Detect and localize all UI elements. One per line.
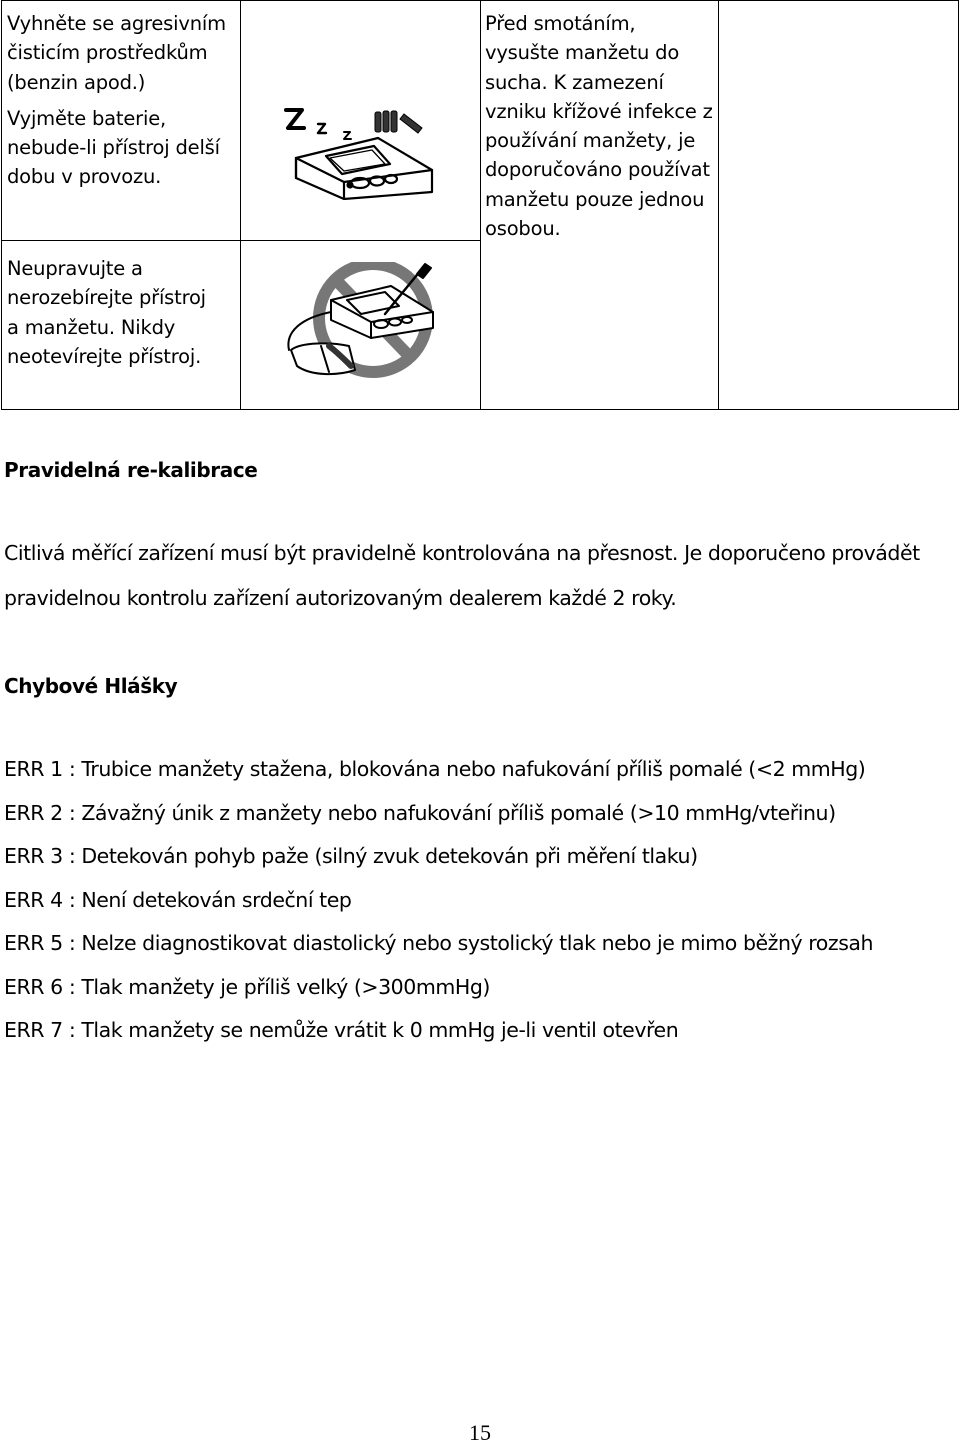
dry-cuff-text: Před smotáním, vysušte manžetu do sucha. K zamezení vzniku křížové infekce z používání manžety, je doporučováno používat manžetu pouze jednou osobou.: [485, 12, 713, 241]
storage-device-icon: [282, 104, 437, 200]
care-cell-dry-cuff-text: [481, 1, 719, 410]
error-item-3: ERR 3 : Detekován pohyb paže (silný zvuk detekován při měření tlaku): [4, 844, 698, 868]
remove-batteries-text: Vyjměte baterie, nebude-li přístroj delší dobu v provozu.: [7, 106, 220, 189]
no-disassembly-icon: [281, 262, 441, 380]
recalibration-line-2: pravidelnou kontrolu zařízení autorizovaným dealerem každé 2 roky.: [4, 586, 677, 610]
recalibration-line-1: Citlivá měřící zařízení musí být pravidelně kontrolována na přesnost. Je doporučeno provádět: [4, 541, 920, 565]
care-instructions-table: [1, 0, 959, 410]
error-messages-heading: Chybové Hlášky: [4, 674, 178, 698]
avoid-cleaners-text: Vyhněte se agresivním čisticím prostředkům (benzin apod.): [7, 12, 226, 94]
error-item-6: ERR 6 : Tlak manžety je příliš velký (>300mmHg): [4, 975, 490, 999]
error-item-5: ERR 5 : Nelze diagnostikovat diastolický nebo systolický tlak nebo je mimo běžný rozsah: [4, 931, 874, 955]
care-cell-storage-text: [2, 1, 241, 241]
error-item-7: ERR 7 : Tlak manžety se nemůže vrátit k 0 mmHg je-li ventil otevřen: [4, 1018, 679, 1042]
no-disassembly-text: Neupravujte a nerozebírejte přístroj a manžetu. Nikdy neotevírejte přístroj.: [7, 257, 206, 368]
recalibration-heading: Pravidelná re-kalibrace: [4, 458, 258, 482]
care-cell-disassembly-text: [2, 241, 241, 410]
care-cell-empty: [719, 1, 959, 410]
error-item-2: ERR 2 : Závažný únik z manžety nebo nafukování příliš pomalé (>10 mmHg/vteřinu): [4, 801, 836, 825]
error-item-4: ERR 4 : Není detekován srdeční tep: [4, 888, 352, 912]
error-item-1: ERR 1 : Trubice manžety stažena, blokována nebo nafukování příliš pomalé (<2 mmHg): [4, 757, 866, 781]
page-number: 15: [469, 1420, 491, 1445]
